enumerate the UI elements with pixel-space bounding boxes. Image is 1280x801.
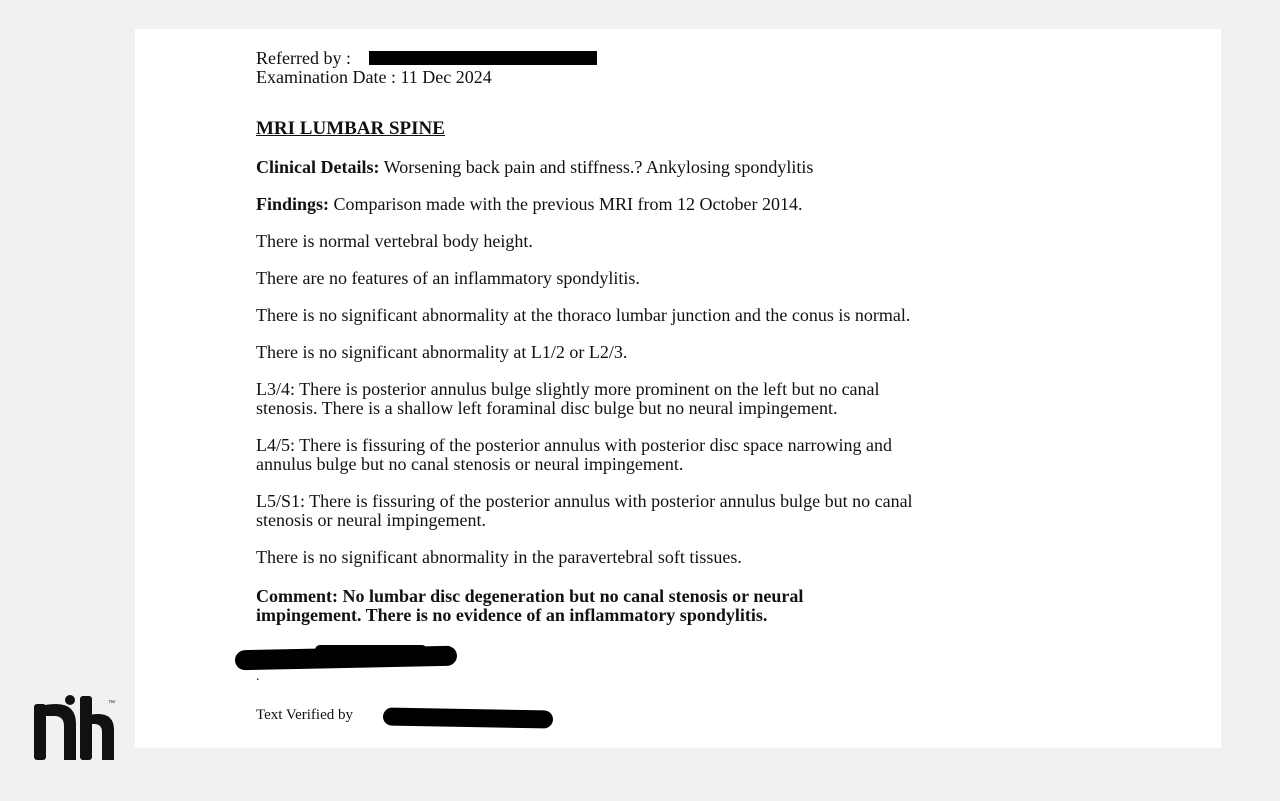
finding-paragraph: There are no features of an inflammatory spondylitis. <box>256 268 640 288</box>
exam-date-line <box>256 68 1156 87</box>
finding-paragraph: There is no significant abnormality at the thoraco lumbar junction and the conus is normal. <box>256 305 911 325</box>
findings-label: Findings: <box>256 194 330 214</box>
findings-text: Comparison made with the previous MRI from 12 October 2014. <box>333 194 803 214</box>
finding-line: annulus bulge but no canal stenosis or neural impingement. <box>256 454 684 474</box>
clinical-details <box>256 158 1156 177</box>
separator-dot: . <box>256 669 260 684</box>
finding-line: L5/S1: There is fissuring of the posterior annulus with posterior annulus bulge but no canal <box>256 491 913 511</box>
finding-line: stenosis or neural impingement. <box>256 510 486 530</box>
clinical-details-text: Worsening back pain and stiffness.? Ankylosing spondylitis <box>383 157 814 177</box>
exam-date-value: 11 Dec 2024 <box>400 67 492 87</box>
finding-paragraph: There is no significant abnormality at L1/2 or L2/3. <box>256 342 628 362</box>
finding-l3-4 <box>256 380 1156 418</box>
text-verified <box>256 707 353 724</box>
finding-paragraph: There is no significant abnormality in the paravertebral soft tissues. <box>256 547 742 567</box>
report-title: MRI LUMBAR SPINE <box>256 118 445 139</box>
comment-line: impingement. There is no evidence of an inflammatory spondylitis. <box>256 605 768 625</box>
trademark-symbol: ™ <box>108 700 115 707</box>
comment <box>256 587 1156 625</box>
report-page <box>135 29 1221 748</box>
redacted-verifier <box>383 708 553 729</box>
finding-line: L4/5: There is fissuring of the posterior annulus with posterior disc space narrowing and <box>256 435 893 455</box>
report-content <box>256 49 1156 625</box>
findings <box>256 195 1156 214</box>
finding-l4-5 <box>256 436 1156 474</box>
referred-by-line <box>256 49 1156 68</box>
exam-date-label: Examination Date : <box>256 67 396 87</box>
finding-line: L3/4: There is posterior annulus bulge slightly more prominent on the left but no canal <box>256 379 880 399</box>
redacted-signature-stroke <box>315 645 427 655</box>
clinical-details-label: Clinical Details: <box>256 157 380 177</box>
finding-paragraph: There is normal vertebral body height. <box>256 231 533 251</box>
redacted-referrer <box>369 51 597 65</box>
referred-by-label: Referred by : <box>256 48 351 68</box>
finding-l5-s1 <box>256 492 1156 530</box>
finding-line: stenosis. There is a shallow left foraminal disc bulge but no neural impingement. <box>256 398 838 418</box>
verified-label: Text Verified by <box>256 707 353 723</box>
comment-line: Comment: No lumbar disc degeneration but no canal stenosis or neural <box>256 586 804 606</box>
